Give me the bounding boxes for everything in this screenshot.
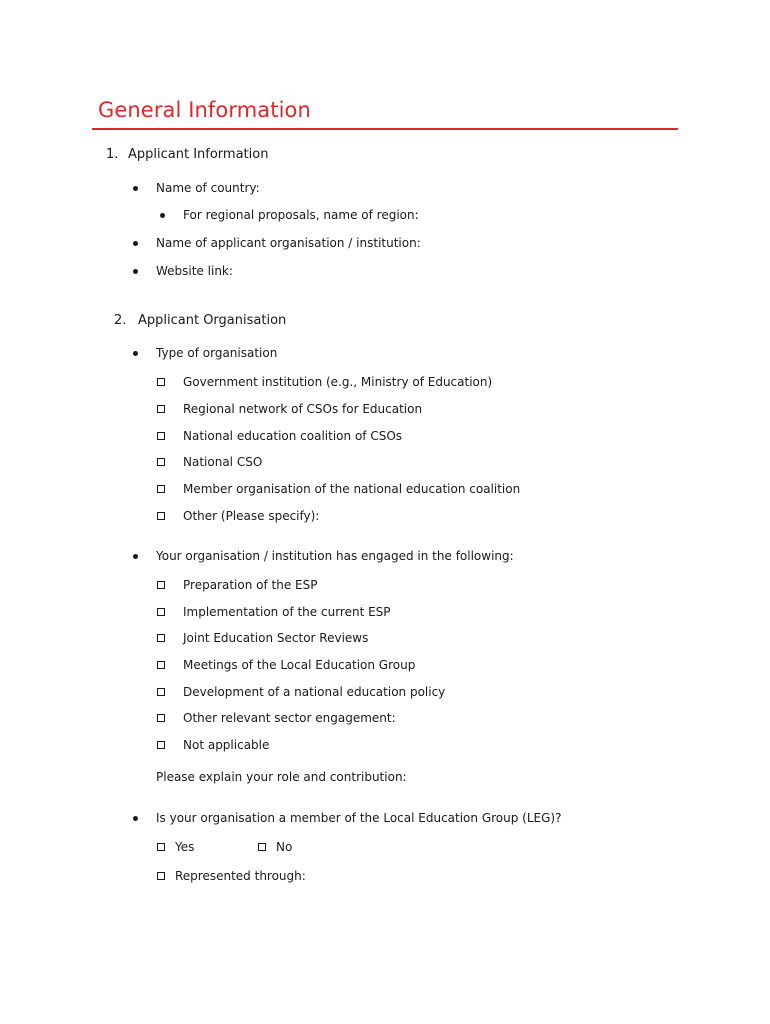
option-label: Meetings of the Local Education Group [183,658,416,672]
option-label: Regional network of CSOs for Education [183,402,423,416]
leg-question: Is your organisation a member of the Local Education Group (LEG)? [156,811,562,825]
checkbox-member-organisation[interactable] [157,485,165,493]
engagement-label: Your organisation / institution has engaged in the following: [156,549,514,563]
checkbox-government-institution[interactable] [157,378,165,386]
checkbox-esp-implementation[interactable] [157,608,165,616]
title-underline [92,128,678,130]
page-title: General Information [98,98,311,122]
field-organisation-name: Name of applicant organisation / institution: [156,236,421,250]
option-label: Joint Education Sector Reviews [183,631,369,645]
leg-no-label: No [276,840,293,854]
option-label: Other relevant sector engagement: [183,711,396,725]
option-label: Not applicable [183,738,270,752]
bullet [133,269,138,274]
option-label: National CSO [183,455,263,469]
bullet [133,186,138,191]
bullet [160,213,165,218]
bullet [133,351,138,356]
section-1-number: 1. [106,147,119,162]
option-label: Other (Please specify): [183,509,320,523]
checkbox-joint-reviews[interactable] [157,634,165,642]
bullet [133,554,138,559]
section-2-number: 2. [114,313,127,328]
org-type-label: Type of organisation [156,346,278,360]
field-country: Name of country: [156,181,260,195]
checkbox-esp-preparation[interactable] [157,581,165,589]
explain-role-label: Please explain your role and contribution: [156,770,407,784]
leg-yes-label: Yes [175,840,195,854]
checkbox-leg-no[interactable] [258,843,266,851]
option-label: Implementation of the current ESP [183,605,391,619]
checkbox-represented-through[interactable] [157,872,165,880]
section-2-heading: Applicant Organisation [138,313,287,328]
option-label: Government institution (e.g., Ministry of Education) [183,375,493,389]
checkbox-leg-yes[interactable] [157,843,165,851]
checkbox-policy-development[interactable] [157,688,165,696]
field-website: Website link: [156,264,233,278]
section-1-heading: Applicant Information [128,147,269,162]
represented-through-label: Represented through: [175,869,306,883]
option-label: Preparation of the ESP [183,578,318,592]
checkbox-not-applicable[interactable] [157,741,165,749]
option-label: National education coalition of CSOs [183,429,403,443]
bullet [133,816,138,821]
field-region: For regional proposals, name of region: [183,208,419,222]
option-label: Member organisation of the national education coalition [183,482,521,496]
option-label: Development of a national education policy [183,685,446,699]
checkbox-national-coalition[interactable] [157,432,165,440]
checkbox-national-cso[interactable] [157,458,165,466]
checkbox-other-engagement[interactable] [157,714,165,722]
checkbox-other-specify[interactable] [157,512,165,520]
checkbox-leg-meetings[interactable] [157,661,165,669]
bullet [133,241,138,246]
checkbox-regional-network[interactable] [157,405,165,413]
